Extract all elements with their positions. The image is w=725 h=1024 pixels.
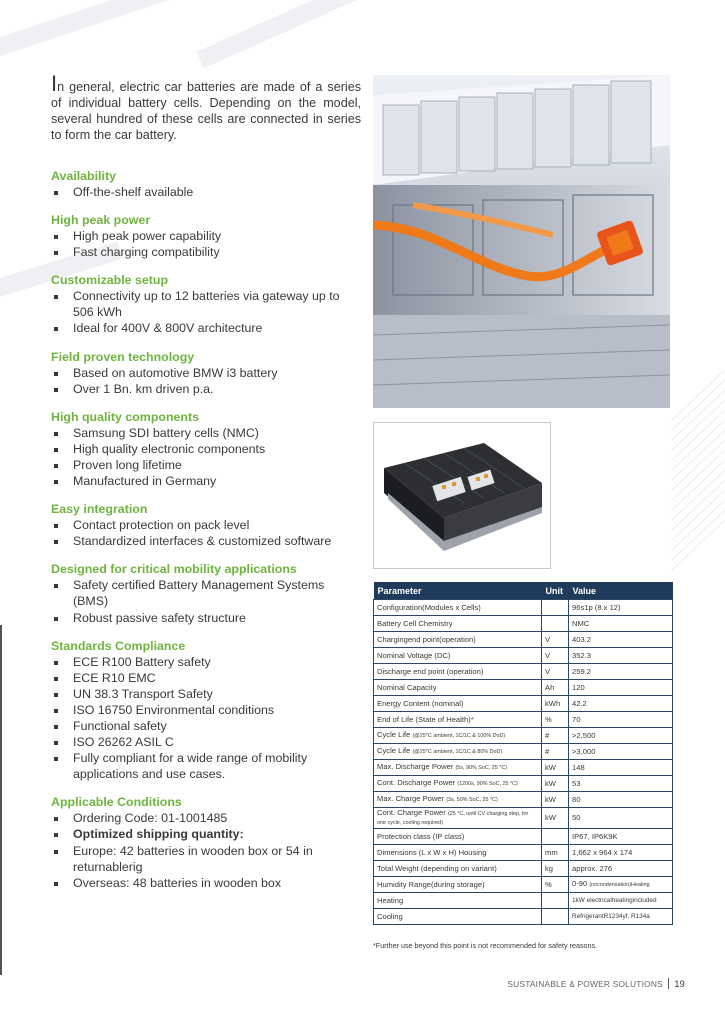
page-footer — [507, 978, 685, 989]
spec-row — [374, 829, 673, 845]
spec-value-text: >3,000 — [572, 746, 596, 756]
feature-bullet-item: Proven long lifetime — [51, 457, 361, 473]
spec-unit: # — [542, 728, 569, 744]
spec-unit — [542, 600, 569, 616]
feature-heading: Designed for critical mobility applications — [51, 562, 297, 577]
spec-value-text: approx. 276 — [572, 863, 613, 873]
spec-value-text: 80 — [572, 794, 581, 804]
spec-value — [569, 861, 673, 877]
spec-parameter-label: Dimensions (L x W x H) Housing — [377, 847, 487, 857]
spec-unit: Ah — [542, 680, 569, 696]
spec-row — [374, 696, 673, 712]
spec-value-text: 259.2 — [572, 666, 592, 676]
feature-bullet-item: Samsung SDI battery cells (NMC) — [51, 425, 361, 441]
spec-row — [374, 909, 673, 925]
spec-parameter — [374, 744, 542, 760]
header-value: Value — [569, 582, 673, 600]
feature-bullet-item: ECE R100 Battery safety — [51, 654, 361, 670]
spec-parameter — [374, 696, 542, 712]
spec-unit: mm — [542, 845, 569, 861]
spec-unit: # — [542, 744, 569, 760]
feature-heading: Applicable Conditions — [51, 795, 182, 810]
spec-value — [569, 808, 673, 829]
spec-unit — [542, 893, 569, 909]
spec-value-text: 352.3 — [572, 650, 592, 660]
feature-bullet-item: Over 1 Bn. km driven p.a. — [51, 381, 361, 397]
spec-value — [569, 744, 673, 760]
feature-bullet-item: Connectivity up to 12 batteries via gateway up to 506 kWh — [51, 288, 361, 320]
spec-value-text: RefrigerantR1234yf, R134a — [572, 912, 650, 920]
spec-value — [569, 648, 673, 664]
spec-unit: kW — [542, 808, 569, 829]
table-footnote: *Further use beyond this point is not recommended for safety reasons. — [373, 941, 598, 950]
spec-value — [569, 760, 673, 776]
feature-bullet-item: Overseas: 48 batteries in wooden box — [51, 875, 361, 891]
spec-unit — [542, 909, 569, 925]
feature-bullets — [51, 184, 361, 200]
feature-bullets — [51, 577, 361, 625]
intro-text: n general, electric car batteries are made of a series of individual battery cells. Depending on the model, several hundred of these cells are connected in series to form the car battery. — [51, 80, 361, 142]
spec-unit — [542, 829, 569, 845]
spec-parameter-label: Max. Charge Power — [377, 794, 445, 803]
spec-value-text: 0-90 — [572, 879, 588, 888]
spec-value — [569, 893, 673, 909]
spec-parameter-label: Cont. Charge Power — [377, 808, 446, 817]
left-margin-rule — [0, 625, 2, 975]
feature-bullets — [51, 654, 361, 783]
spec-value-text: 53 — [572, 778, 581, 788]
spec-parameter-condition: (1200s, 90% SoC, 25 °C) — [457, 781, 518, 787]
feature-bullets — [51, 425, 361, 489]
spec-parameter — [374, 877, 542, 893]
spec-parameter-label: Humidity Range(during storage) — [377, 879, 485, 889]
feature-bullet-item: High peak power capability — [51, 228, 361, 244]
spec-value-text: 1,662 x 964 x 174 — [572, 847, 633, 857]
feature-heading: Availability — [51, 169, 116, 183]
feature-bullets — [51, 288, 361, 336]
spec-unit: kg — [542, 861, 569, 877]
spec-parameter — [374, 632, 542, 648]
feature-bullet-item: Optimized shipping quantity: — [51, 826, 361, 842]
feature-bullet-item: ISO 26262 ASIL C — [51, 734, 361, 750]
feature-bullet-item: UN 38.3 Transport Safety — [51, 686, 361, 702]
spec-unit: kW — [542, 776, 569, 792]
feature-bullet-item: Robust passive safety structure — [51, 610, 361, 626]
feature-bullets — [51, 517, 361, 549]
spec-value — [569, 728, 673, 744]
feature-bullet-item: Safety certified Battery Management Systems (BMS) — [51, 577, 361, 609]
spec-parameter-condition: (25 °C, until CV charging step, for one cycle, cooling required) — [377, 811, 529, 826]
spec-row — [374, 680, 673, 696]
spec-parameter — [374, 728, 542, 744]
spec-row — [374, 744, 673, 760]
feature-heading: High quality components — [51, 409, 200, 424]
spec-parameter-condition: (5s, 90% SoC, 25 °C) — [455, 765, 508, 771]
spec-parameter — [374, 664, 542, 680]
header-unit: Unit — [542, 582, 569, 600]
intro-dropcap: I — [51, 71, 58, 96]
spec-parameter — [374, 909, 542, 925]
intro-paragraph — [51, 71, 361, 143]
feature-bullet-item: Off-the-shelf available — [51, 184, 361, 200]
spec-parameter-label: Total Weight (depending on variant) — [377, 863, 497, 873]
spec-parameter — [374, 600, 542, 616]
spec-value — [569, 664, 673, 680]
spec-value — [569, 829, 673, 845]
spec-value — [569, 712, 673, 728]
spec-parameter-condition: (3s, 50% SoC, 25 °C) — [446, 797, 498, 803]
spec-row — [374, 861, 673, 877]
spec-parameter-label: Battery Cell Chemistry — [377, 618, 453, 628]
spec-value-text: 403.2 — [572, 634, 592, 644]
spec-unit: % — [542, 877, 569, 893]
spec-unit: V — [542, 648, 569, 664]
page-number: 19 — [674, 979, 685, 989]
spec-value-text: 50 — [572, 813, 581, 822]
spec-unit: kWh — [542, 696, 569, 712]
spec-value-text: >2,500 — [572, 730, 596, 740]
footer-section: SUSTAINABLE & POWER SOLUTIONS — [507, 979, 663, 989]
spec-parameter — [374, 808, 542, 829]
spec-parameter-label: Chargingend point(operation) — [377, 634, 476, 644]
spec-parameter — [374, 845, 542, 861]
spec-table — [373, 582, 673, 925]
spec-row — [374, 728, 673, 744]
spec-parameter-label: Cycle Life — [377, 730, 411, 739]
feature-heading: Field proven technology — [51, 349, 195, 364]
spec-parameter-label: Nominal Voltage (DC) — [377, 650, 451, 660]
spec-value-text: 70 — [572, 714, 581, 724]
spec-value — [569, 877, 673, 893]
feature-heading: Easy integration — [51, 502, 148, 517]
spec-value-text: IP67, IP6K9K — [572, 831, 618, 841]
spec-unit: % — [542, 712, 569, 728]
spec-parameter-condition: (@25°C ambient, 1C/1C & 80% DoD) — [412, 749, 503, 755]
spec-parameter — [374, 616, 542, 632]
spec-row — [374, 760, 673, 776]
spec-unit: kW — [542, 760, 569, 776]
spec-value-text: 120 — [572, 682, 585, 692]
spec-unit: kW — [542, 792, 569, 808]
spec-value — [569, 616, 673, 632]
battery-pack-photo — [373, 422, 551, 569]
feature-heading: Standards Compliance — [51, 638, 186, 653]
feature-bullet-item: ECE R10 EMC — [51, 670, 361, 686]
spec-unit: V — [542, 632, 569, 648]
feature-bullet-item: Europe: 42 batteries in wooden box or 54 in returnablerig — [51, 843, 361, 875]
feature-bullets — [51, 365, 361, 397]
spec-parameter-condition: (@25°C ambient, 1C/1C & 100% DoD) — [412, 733, 506, 739]
spec-value-text: NMC — [572, 618, 590, 628]
feature-list — [51, 168, 361, 903]
spec-row — [374, 616, 673, 632]
header-parameter: Parameter — [374, 582, 542, 600]
spec-parameter — [374, 776, 542, 792]
feature-bullets — [51, 228, 361, 260]
spec-parameter-label: Cycle Life — [377, 746, 411, 755]
spec-value-text: 42.2 — [572, 698, 587, 708]
spec-parameter-label: Configuration(Modules x Cells) — [377, 602, 481, 612]
spec-value-text: 96s1p (8 x 12) — [572, 602, 621, 612]
feature-bullet-item: High quality electronic components — [51, 441, 361, 457]
spec-unit — [542, 616, 569, 632]
spec-row — [374, 648, 673, 664]
spec-row — [374, 792, 673, 808]
spec-value — [569, 632, 673, 648]
spec-row — [374, 600, 673, 616]
feature-bullet-item: Standardized interfaces & customized software — [51, 533, 361, 549]
feature-bullet-item: Manufactured in Germany — [51, 473, 361, 489]
feature-heading: High peak power — [51, 213, 151, 228]
feature-bullets — [51, 810, 361, 890]
spec-parameter — [374, 829, 542, 845]
spec-value — [569, 909, 673, 925]
spec-value — [569, 600, 673, 616]
spec-parameter-label: Cooling — [377, 911, 403, 921]
feature-bullet-item: ISO 16750 Environmental conditions — [51, 702, 361, 718]
spec-value-note: (nocondensation)Heating — [589, 882, 650, 888]
spec-parameter-label: Energy Content (nominal) — [377, 698, 464, 708]
spec-value — [569, 680, 673, 696]
spec-parameter — [374, 648, 542, 664]
spec-row — [374, 632, 673, 648]
spec-parameter — [374, 893, 542, 909]
feature-bullet-item: Functional safety — [51, 718, 361, 734]
spec-value — [569, 845, 673, 861]
spec-parameter — [374, 760, 542, 776]
spec-value — [569, 776, 673, 792]
spec-parameter-label: Heating — [377, 895, 404, 905]
spec-parameter — [374, 712, 542, 728]
feature-bullet-item: Ideal for 400V & 800V architecture — [51, 320, 361, 336]
spec-parameter — [374, 861, 542, 877]
spec-value-text: 148 — [572, 762, 585, 772]
spec-parameter-label: Cont. Discharge Power — [377, 778, 456, 787]
spec-value-text: 1kW electricalheatingincluded — [572, 896, 657, 904]
spec-row — [374, 712, 673, 728]
spec-row — [374, 893, 673, 909]
footer-divider — [668, 978, 670, 989]
spec-row — [374, 845, 673, 861]
spec-row — [374, 776, 673, 792]
spec-parameter — [374, 680, 542, 696]
spec-row — [374, 877, 673, 893]
spec-row — [374, 808, 673, 829]
spec-table-header — [374, 582, 673, 600]
spec-value — [569, 696, 673, 712]
spec-parameter-label: Discharge end point (operation) — [377, 666, 484, 676]
spec-parameter-label: Max. Discharge Power — [377, 762, 454, 771]
spec-parameter-label: Nominal Capacity — [377, 682, 437, 692]
feature-bullet-item: Ordering Code: 01-1001485 — [51, 810, 361, 826]
spec-parameter — [374, 792, 542, 808]
spec-row — [374, 664, 673, 680]
spec-parameter-label: End of Life (State of Health)* — [377, 714, 474, 724]
battery-cells-photo — [373, 75, 670, 408]
spec-unit: V — [542, 664, 569, 680]
feature-heading: Customizable setup — [51, 273, 169, 288]
feature-bullet-item: Fast charging compatibility — [51, 244, 361, 260]
spec-parameter-label: Protection class (IP class) — [377, 831, 465, 841]
feature-bullet-item: Contact protection on pack level — [51, 517, 361, 533]
feature-bullet-item: Fully compliant for a wide range of mobility applications and use cases. — [51, 750, 361, 782]
feature-bullet-item: Based on automotive BMW i3 battery — [51, 365, 361, 381]
spec-value — [569, 792, 673, 808]
